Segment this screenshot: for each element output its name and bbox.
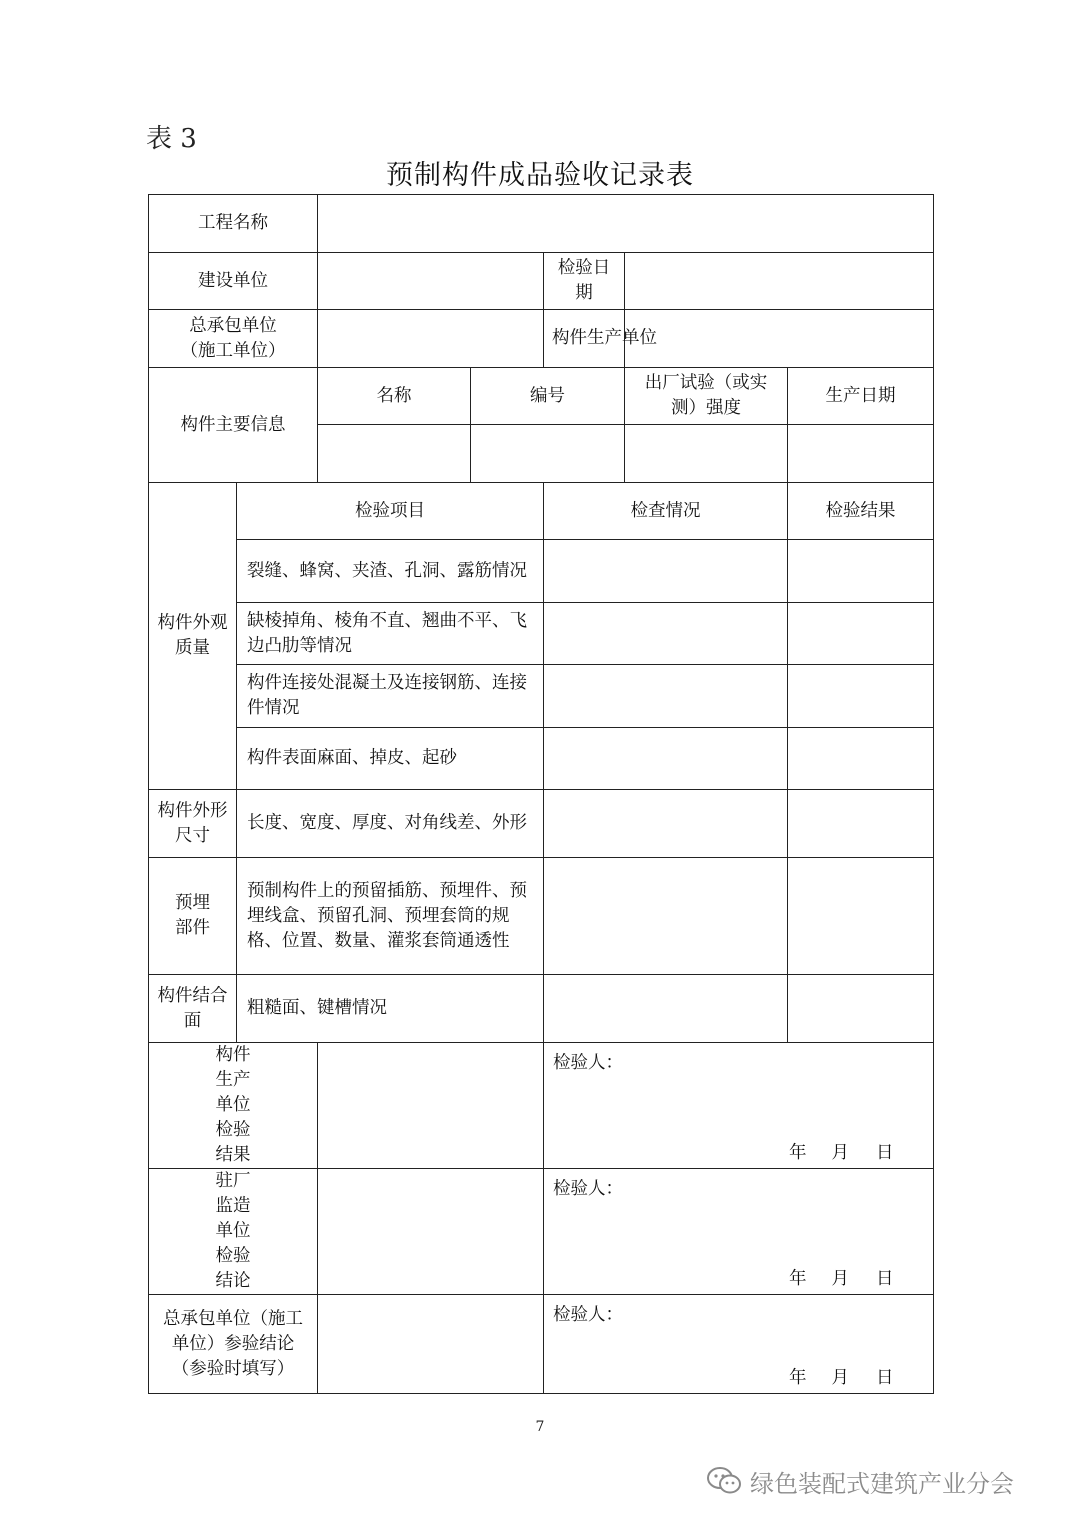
producer-result-label: 构件生产单位检验结果 xyxy=(149,1043,318,1169)
month-label: 月 xyxy=(831,1368,849,1388)
project-name-field[interactable] xyxy=(318,195,934,253)
inspector-label: 检验人： xyxy=(553,1053,623,1073)
result-field[interactable] xyxy=(788,665,934,728)
contractor-conclusion-label: 总承包单位（施工单位）参验结论（参验时填写） xyxy=(149,1295,318,1394)
result-field[interactable] xyxy=(788,728,934,790)
wechat-icon xyxy=(706,1465,742,1497)
inspection-date-label: 检验日期 xyxy=(544,253,625,310)
year-label: 年 xyxy=(789,1143,807,1163)
month-label: 月 xyxy=(831,1143,849,1163)
producer-result-field[interactable] xyxy=(318,1043,544,1169)
day-label: 日 xyxy=(876,1143,894,1163)
day-label: 日 xyxy=(876,1368,894,1388)
status-field[interactable] xyxy=(544,540,788,603)
producer-label: 构件生产单位 xyxy=(544,310,625,368)
table-number-label: 表 3 xyxy=(146,124,197,154)
info-name-field[interactable] xyxy=(318,425,471,483)
component-info-label: 构件主要信息 xyxy=(149,368,318,483)
item-appearance-3: 构件连接处混凝土及连接钢筋、连接件情况 xyxy=(237,665,544,728)
status-field[interactable] xyxy=(544,603,788,665)
group-embedded-parts: 预埋部件 xyxy=(149,858,237,975)
signature-date xyxy=(789,1366,894,1391)
item-dimensions-1: 长度、宽度、厚度、对角线差、外形 xyxy=(237,790,544,858)
info-strength-field[interactable] xyxy=(625,425,788,483)
header-inspection-result: 检验结果 xyxy=(788,483,934,540)
contractor-label-line1: 总承包单位 xyxy=(189,315,277,336)
status-field[interactable] xyxy=(544,665,788,728)
item-appearance-2: 缺棱掉角、棱角不直、翘曲不平、飞边凸肋等情况 xyxy=(237,603,544,665)
page-title: 预制构件成品验收记录表 xyxy=(386,160,694,191)
contractor-field[interactable] xyxy=(318,310,544,368)
contractor-label-line2: （施工单位） xyxy=(180,340,286,361)
status-field[interactable] xyxy=(544,858,788,975)
item-embedded-1: 预制构件上的预留插筋、预埋件、预埋线盒、预留孔洞、预埋套筒的规格、位置、数量、灌浆套筒通透性 xyxy=(237,858,544,975)
result-field[interactable] xyxy=(788,540,934,603)
year-label: 年 xyxy=(789,1269,807,1289)
signature-block[interactable] xyxy=(544,1169,934,1295)
result-field[interactable] xyxy=(788,603,934,665)
inspection-date-field[interactable] xyxy=(625,253,934,310)
project-name-label: 工程名称 xyxy=(149,195,318,253)
info-header-strength: 出厂试验（或实测）强度 xyxy=(625,368,788,425)
header-inspection-item: 检验项目 xyxy=(237,483,544,540)
day-label: 日 xyxy=(876,1269,894,1289)
watermark xyxy=(706,1461,1014,1501)
signature-date xyxy=(789,1267,894,1292)
signature-block[interactable] xyxy=(544,1295,934,1394)
info-header-name: 名称 xyxy=(318,368,471,425)
builder-label: 建设单位 xyxy=(149,253,318,310)
status-field[interactable] xyxy=(544,975,788,1043)
info-header-number: 编号 xyxy=(471,368,625,425)
supervisor-conclusion-field[interactable] xyxy=(318,1169,544,1295)
item-joint-1: 粗糙面、键槽情况 xyxy=(237,975,544,1043)
inspector-label: 检验人： xyxy=(553,1305,623,1325)
watermark-text: 绿色装配式建筑产业分会 xyxy=(750,1469,1014,1498)
supervisor-conclusion-label: 驻厂监造单位检验结论 xyxy=(149,1169,318,1295)
info-header-production-date: 生产日期 xyxy=(788,368,934,425)
info-number-field[interactable] xyxy=(471,425,625,483)
group-dimensions: 构件外形尺寸 xyxy=(149,790,237,858)
builder-field[interactable] xyxy=(318,253,544,310)
result-field[interactable] xyxy=(788,790,934,858)
page-number: 7 xyxy=(535,1419,545,1435)
item-appearance-4: 构件表面麻面、掉皮、起砂 xyxy=(237,728,544,790)
header-check-status: 检查情况 xyxy=(544,483,788,540)
inspector-label: 检验人： xyxy=(553,1179,623,1199)
contractor-conclusion-field[interactable] xyxy=(318,1295,544,1394)
signature-date xyxy=(789,1141,894,1166)
result-field[interactable] xyxy=(788,858,934,975)
status-field[interactable] xyxy=(544,790,788,858)
group-joint-surface: 构件结合面 xyxy=(149,975,237,1043)
inspection-record-table xyxy=(148,194,934,1394)
signature-block[interactable] xyxy=(544,1043,934,1169)
contractor-label xyxy=(149,310,318,368)
year-label: 年 xyxy=(789,1368,807,1388)
result-field[interactable] xyxy=(788,975,934,1043)
info-production-date-field[interactable] xyxy=(788,425,934,483)
group-appearance-quality: 构件外观质量 xyxy=(149,483,237,790)
item-appearance-1: 裂缝、蜂窝、夹渣、孔洞、露筋情况 xyxy=(237,540,544,603)
status-field[interactable] xyxy=(544,728,788,790)
producer-field[interactable] xyxy=(625,310,934,368)
month-label: 月 xyxy=(831,1269,849,1289)
